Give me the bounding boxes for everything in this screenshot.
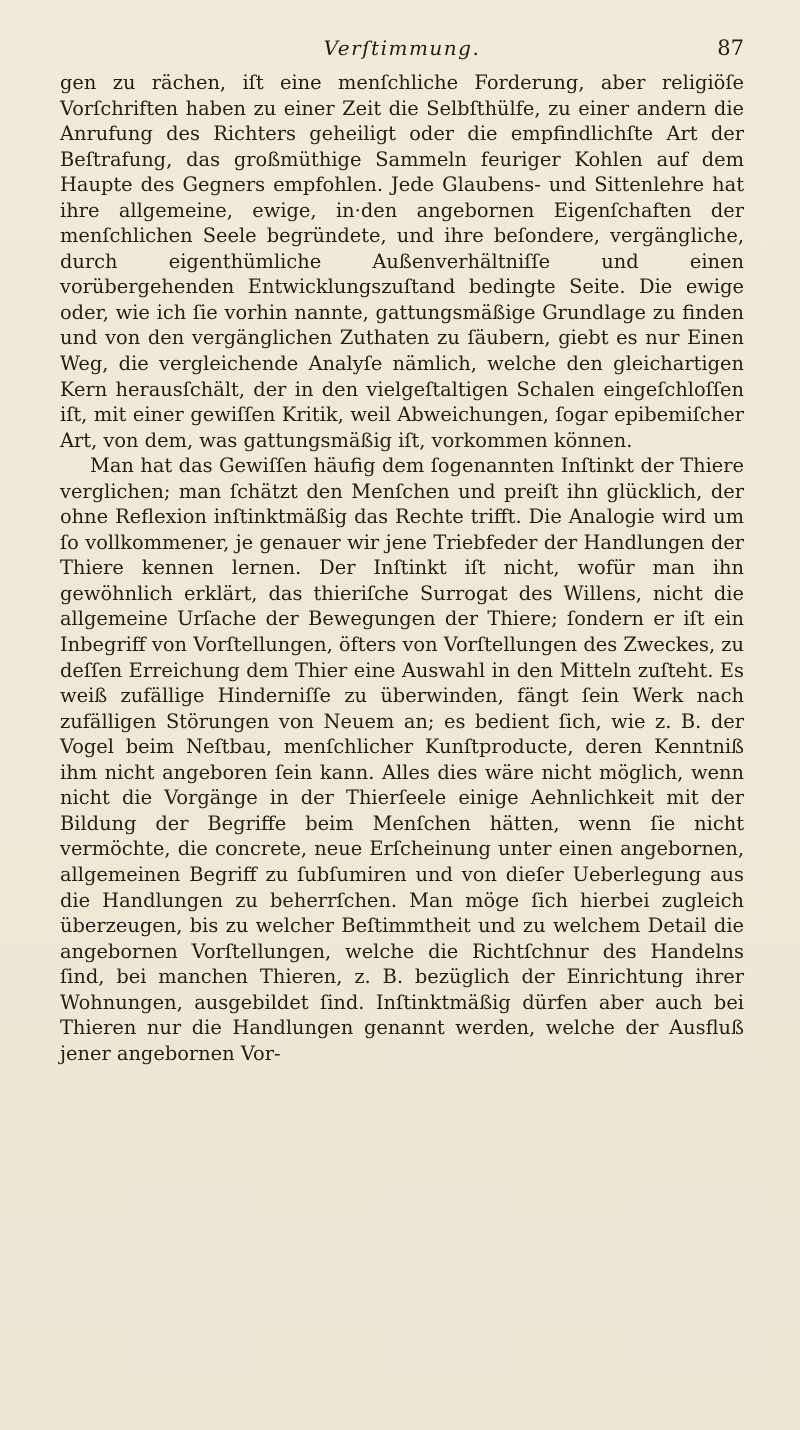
page-number: 87 — [717, 36, 744, 60]
body-text — [60, 70, 744, 1066]
paragraph-instinct: Man hat das Gewiſſen häufig dem ſogenannten Inſtinkt der Thiere verglichen; man ſchätzt den Menſchen und preiſt ihn glücklich, der ohne Reflexion inſtinktmäßig das Rechte trifft. Die Analogie wird um ſo vollkommener, je genauer wir jene Triebfeder der Handlungen der Thiere kennen lernen. Der Inſtinkt iſt nicht, wofür man ihn gewöhnlich erklärt, das thieriſche Surrogat des Willens, nicht die allgemeine Urſache der Bewegungen der Thiere; ſondern er iſt ein Inbegriff von Vorſtellungen, öfters von Vorſtellungen des Zweckes, zu deſſen Erreichung dem Thier eine Auswahl in den Mitteln zuſteht. Es weiß zufällige Hinderniſſe zu überwinden, fängt ſein Werk nach zufälligen Störungen von Neuem an; es bedient ſich, wie z. B. der Vogel beim Neſtbau, menſchlicher Kunſtproducte, deren Kenntniß ihm nicht angeboren ſein kann. Alles dies wäre nicht möglich, wenn nicht die Vorgänge in der Thierſeele einige Aehnlichkeit mit der Bildung der Begriffe beim Menſchen hätten, wenn ſie nicht vermöchte, die concrete, neue Erſcheinung unter einen angebornen, allgemeinen Begriff zu ſubſumiren und von dieſer Ueberlegung aus die Handlungen zu beherrſchen. Man möge ſich hierbei zugleich überzeugen, bis zu welcher Beſtimmtheit und zu welchem Detail die angebornen Vorſtellungen, welche die Richtſchnur des Handelns ſind, bei manchen Thieren, z. B. bezüglich der Einrichtung ihrer Wohnungen, ausgebildet ſind. Inſtinktmäßig dürfen aber auch bei Thieren nur die Handlungen genannt werden, welche der Ausfluß jener angebornen Vor- — [60, 454, 744, 1065]
running-title: Verſtimmung. — [323, 36, 481, 60]
paragraph-continued: gen zu rächen, iſt eine menſchliche Forderung, aber religiöſe Vorſchriften haben zu einer Zeit die Selbſthülfe, zu einer andern die Anrufung des Richters geheiligt oder die empfindlichſte Art der Beſtrafung, das großmüthige Sammeln feuriger Kohlen auf dem Haupte des Gegners empfohlen. Jede Glaubens- und Sittenlehre hat ihre allgemeine, ewige, in·den angebornen Eigenſchaften der menſchlichen Seele begründete, und ihre beſondere, vergängliche, durch eigenthümliche Außenverhältniſſe und einen vorübergehenden Entwicklungszuſtand bedingte Seite. Die ewige oder, wie ich ſie vorhin nannte, gattungsmäßige Grundlage zu finden und von den vergänglichen Zuthaten zu ſäubern, giebt es nur Einen Weg, die vergleichende Analyſe nämlich, welche den gleichartigen Kern herausſchält, der in den vielgeſtaltigen Schalen eingeſchloſſen iſt, mit einer gewiſſen Kritik, weil Abweichungen, ſogar epibemiſcher Art, von dem, was gattungsmäßig iſt, vorkommen können. — [60, 71, 744, 452]
running-head — [60, 0, 744, 60]
